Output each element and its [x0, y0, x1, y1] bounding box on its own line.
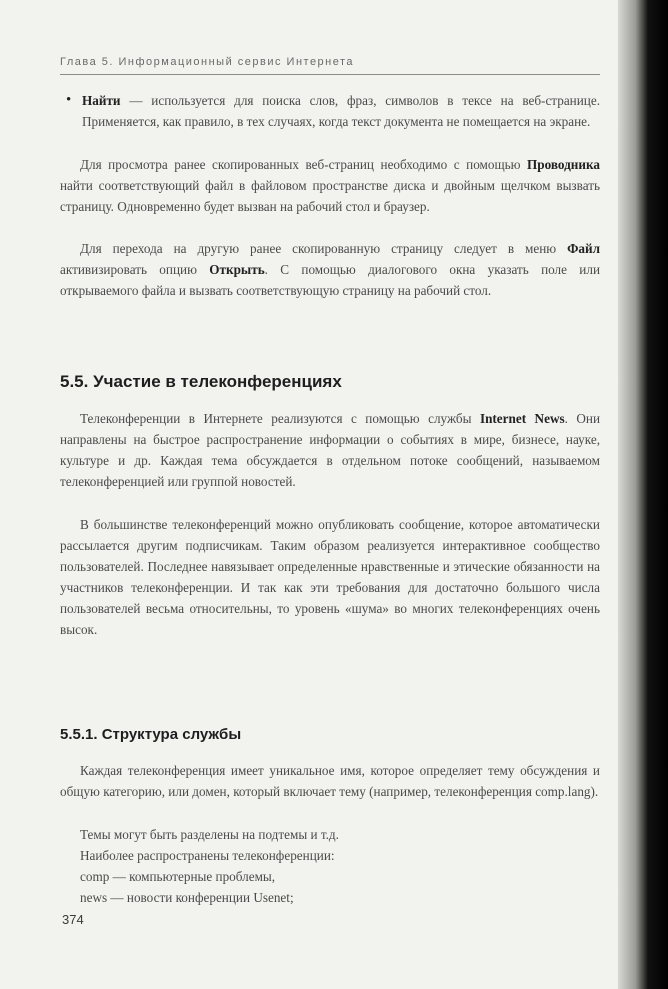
section-heading: 5.5. Участие в телеконференциях	[60, 372, 342, 391]
para3-before: Телеконференции в Интернете реализуются с помощью службы	[80, 411, 480, 426]
paragraph-internet-news	[60, 408, 600, 492]
open-option-term: Открыть	[209, 262, 265, 277]
para1-before: Для просмотра ранее скопированных веб-страниц необходимо с помощью	[80, 157, 528, 172]
subsection-heading: 5.5.1. Структура службы	[60, 726, 242, 743]
explorer-term: Проводника	[527, 157, 600, 172]
text-line-subtopics: Темы могут быть разделены на подтемы и т.д.	[80, 827, 339, 842]
file-menu-term: Файл	[567, 241, 600, 256]
paragraph-subscribers: В большинстве телеконференций можно опубликовать сообщение, которое автоматически рассылается другим подписчикам. Таким образом реализуется интерактивное сообщество пользователей. Последнее навязывает определенные нравственные и этические обязанности на участников телеконференции. И так как эти требования для достаточно большого числа пользователей весьма относительны, то уровень «шума» во многих телеконференциях очень высок.	[60, 517, 600, 637]
text-line-news: news — новости конференции Usenet;	[80, 890, 294, 905]
para1-after: найти соответствующий файл в файловом пространстве диска и двойным щелчком вызвать страницу. Одновременно будет вызван на рабочий стол и браузер.	[60, 178, 600, 214]
para3-after: . Они направлены на быстрое распространение информации о событиях в мире, бизнесе, науке, культуре и др. Каждая тема обсуждается в отдельном потоке сообщений, называемом телеконференцией или группой новостей.	[60, 411, 601, 489]
page-number: 374	[62, 912, 84, 927]
bullet-marker: •	[66, 92, 72, 108]
bullet-find	[82, 90, 600, 132]
para2-before: Для перехода на другую ранее скопированную страницу следует в меню	[80, 241, 568, 256]
internet-news-term: Internet News	[479, 411, 565, 426]
text-line-common: Наиболее распространены телеконференции:	[80, 848, 335, 863]
running-header: Глава 5. Информационный сервис Интернета	[60, 56, 355, 68]
para2-middle: активизировать опцию	[60, 262, 210, 277]
paragraph-unique-name: Каждая телеконференция имеет уникальное имя, которое определяет тему обсуждения и общую категорию, или домен, который включает тему (например, телеконференция comp.lang).	[60, 763, 600, 799]
para2-after: . С помощью диалогового окна указать поле или открываемого файла и вызвать соответствующую страницу на рабочий стол.	[60, 262, 600, 298]
paragraph-explorer	[60, 154, 600, 217]
header-divider	[60, 74, 600, 75]
text-line-comp: comp — компьютерные проблемы,	[80, 869, 276, 884]
paragraph-open-file	[60, 238, 600, 301]
bullet-term: Найти	[82, 93, 121, 108]
book-binding-shadow	[618, 0, 668, 989]
bullet-text: — используется для поиска слов, фраз, символов в тексе на веб-странице. Применяется, как правило, в тех случаях, когда текст документа не помещается на экране.	[82, 93, 600, 129]
